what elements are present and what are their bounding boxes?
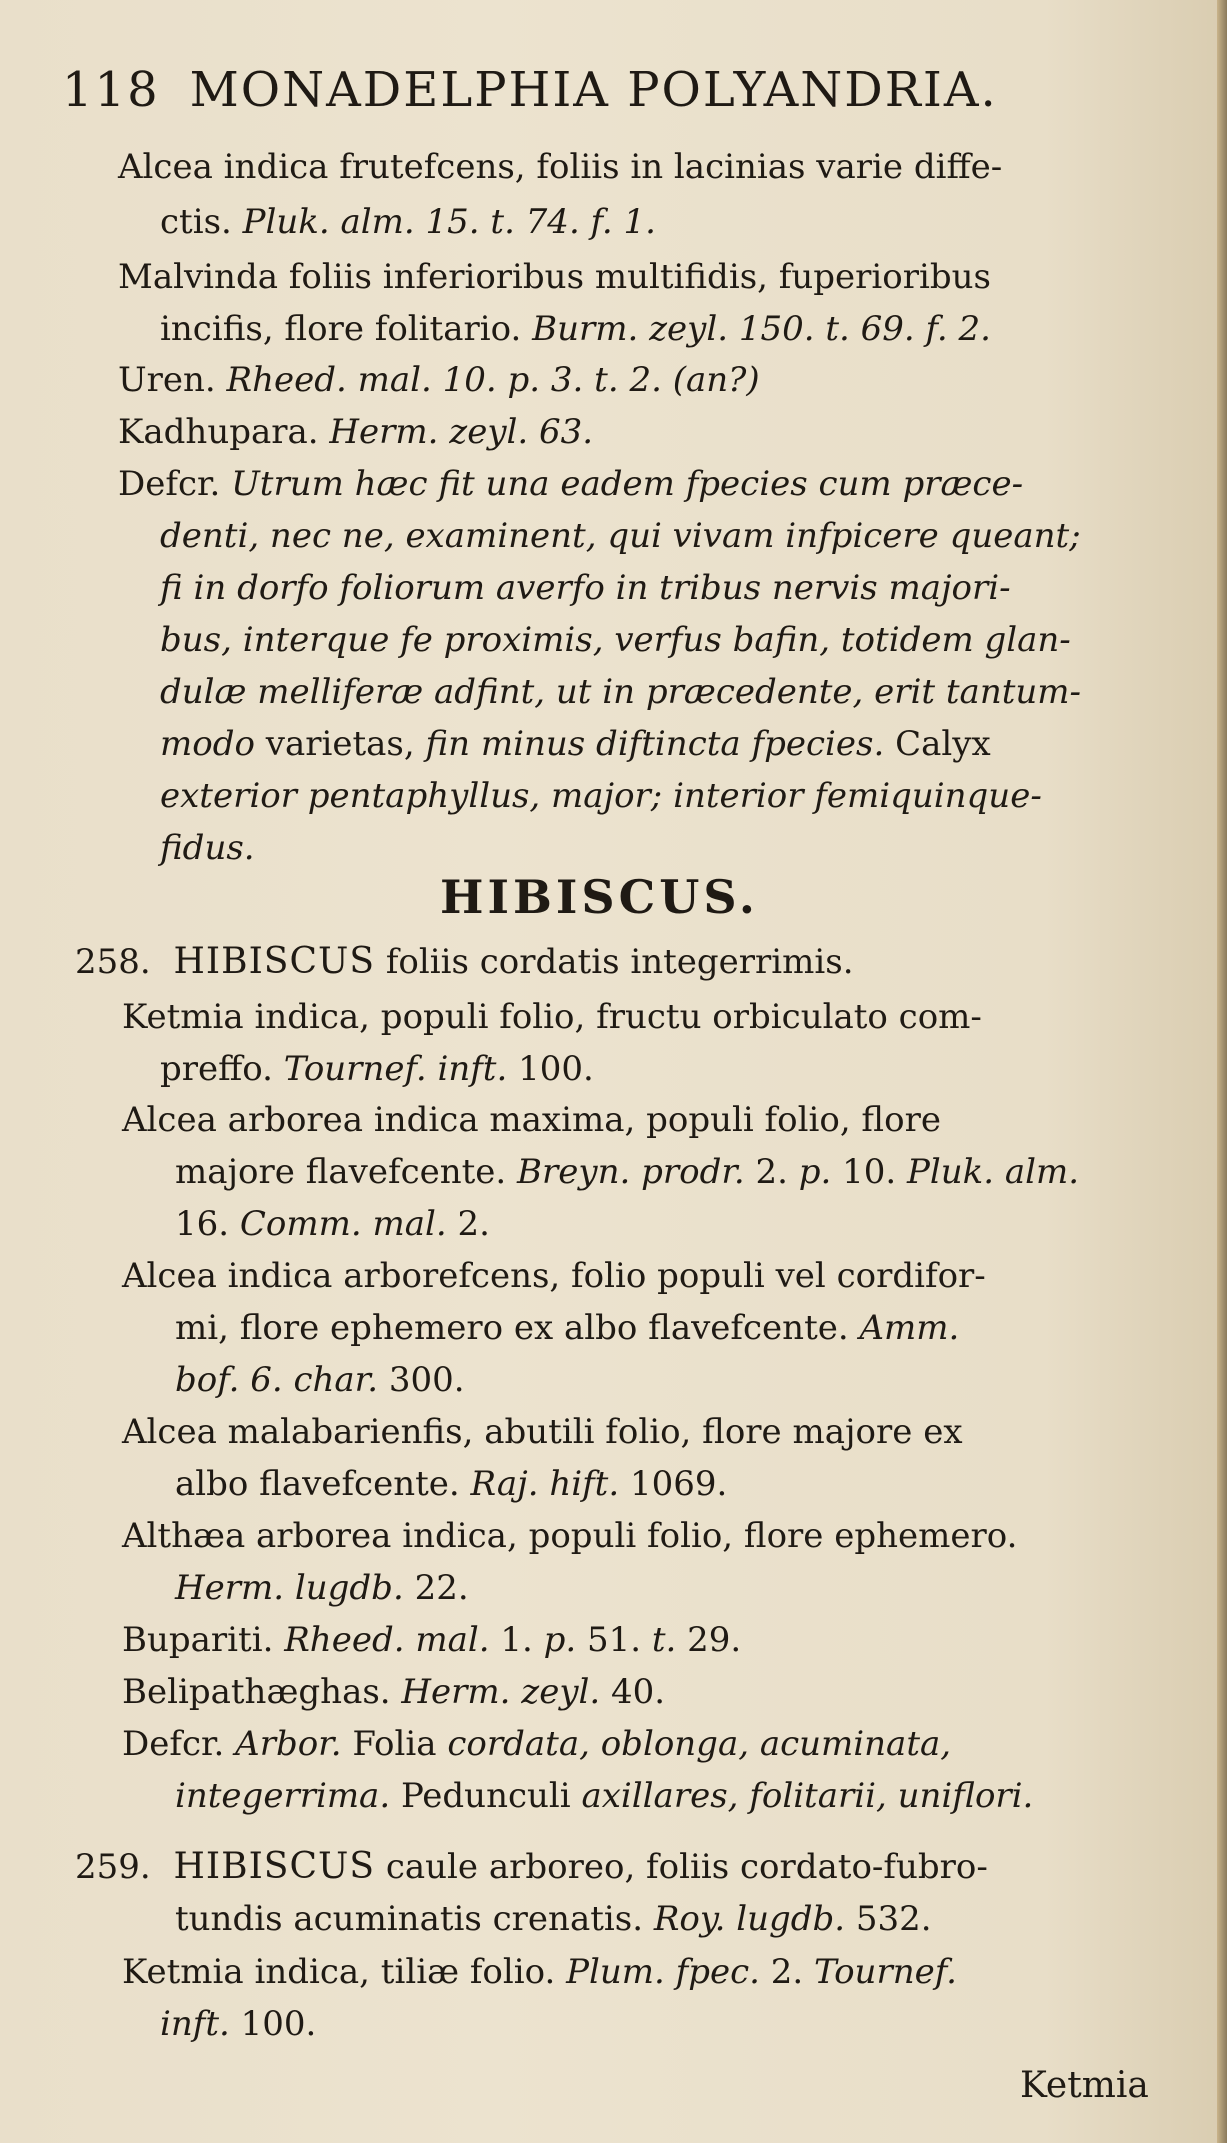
text-segment: Tournef. inft. — [283, 1049, 508, 1089]
text-segment: dulæ melliferæ adfint, ut in præcedente, erit tantum- — [160, 672, 1082, 712]
text-line — [160, 670, 1081, 714]
text-segment: 2. — [446, 1204, 490, 1244]
text-line — [160, 200, 656, 244]
text-line — [122, 1618, 741, 1662]
text-segment: incifis, flore folitario. — [160, 309, 533, 349]
text-line — [160, 774, 1042, 818]
text-line — [122, 995, 982, 1039]
text-segment: Pluk. alm. 15. t. 74. f. 1. — [242, 202, 656, 242]
running-header — [62, 62, 1162, 122]
text-segment: Ketmia indica, tiliæ folio. — [122, 1952, 567, 1992]
text-segment: Plum. fpec. — [566, 1952, 760, 1992]
text-segment: p. — [798, 1152, 832, 1192]
text-segment: majore flavefcente. — [175, 1152, 518, 1192]
text-line — [175, 1358, 465, 1402]
text-segment: Alcea arborea indica maxima, populi folio, flore — [122, 1100, 941, 1140]
text-segment: Althæa arborea indica, populi folio, flore ephemero. — [122, 1516, 1018, 1556]
text-segment: bus, interque fe proximis, verfus bafin, totidem glan- — [160, 620, 1071, 660]
text-segment: Pluk. alm. — [907, 1152, 1080, 1192]
text-segment: fidus. — [160, 828, 255, 868]
text-segment: 1069. — [619, 1464, 728, 1504]
text-segment: Burm. zeyl. 150. t. 69. f. 2. — [532, 309, 991, 349]
catchword: Ketmia — [1020, 2065, 1149, 2106]
genus-name: HIBISCUS — [173, 1846, 376, 1887]
text-line — [122, 1514, 1017, 1558]
text-segment: 22. — [403, 1568, 469, 1608]
text-segment: Kadhupara. — [118, 412, 330, 452]
text-line — [175, 1566, 469, 1610]
text-segment: 10. — [831, 1152, 908, 1192]
text-line — [160, 307, 991, 351]
text-segment: bof. 6. char. — [175, 1360, 379, 1400]
text-segment: 100. — [507, 1049, 594, 1089]
text-line — [75, 940, 854, 984]
text-segment: inft. — [160, 2004, 230, 2044]
species-number: 259. — [75, 1847, 162, 1887]
text-line — [160, 1047, 594, 1091]
text-segment: caule arboreo, foliis cordato-fubro- — [375, 1847, 988, 1887]
text-line — [175, 1202, 490, 1246]
text-line — [122, 1722, 951, 1766]
text-segment: preffo. — [160, 1049, 284, 1089]
text-segment: tundis acuminatis crenatis. — [175, 1899, 654, 1939]
genus-name: HIBISCUS — [173, 941, 376, 982]
text-segment: Alcea indica arborefcens, folio populi vel cordifor- — [122, 1256, 986, 1296]
text-segment: 100. — [229, 2004, 317, 2044]
text-segment: 51. — [576, 1620, 652, 1660]
text-segment: Roy. lugdb. — [653, 1899, 846, 1939]
text-line — [160, 722, 991, 766]
text-segment: Breyn. prodr. — [517, 1152, 745, 1192]
text-segment: Defcr. — [122, 1724, 236, 1764]
text-line — [175, 1150, 1079, 1194]
text-segment: Utrum hæc fit una eadem fpecies cum præce- — [231, 464, 1024, 504]
text-segment: Comm. mal. — [239, 1204, 447, 1244]
text-line — [122, 1254, 986, 1298]
text-segment: Alcea malabarienfis, abutili folio, flore majore ex — [122, 1412, 963, 1452]
text-segment: axillares, folitarii, uniflori. — [581, 1776, 1034, 1816]
text-segment: Calyx — [884, 724, 991, 764]
species-number: 258. — [75, 942, 162, 982]
text-line — [122, 1098, 941, 1142]
text-segment: ctis. — [160, 202, 243, 242]
text-segment: 532. — [845, 1899, 932, 1939]
text-segment: exterior pentaphyllus, major; interior femiquinque- — [160, 776, 1042, 816]
text-segment: Herm. zeyl. — [401, 1672, 601, 1712]
text-line — [122, 1410, 963, 1454]
text-line — [118, 358, 760, 402]
text-segment: 40. — [600, 1672, 666, 1712]
section-heading: HIBISCUS. — [440, 870, 759, 924]
text-segment: 2. — [744, 1152, 799, 1192]
text-segment: varietas, — [265, 724, 426, 764]
page-number: 118 — [62, 62, 160, 118]
text-line — [160, 514, 1081, 558]
text-segment: fi in dorfo foliorum averfo in tribus nervis majori- — [160, 568, 1011, 608]
text-segment: Herm. lugdb. — [175, 1568, 404, 1608]
text-segment: 300. — [378, 1360, 465, 1400]
text-segment: 1. — [489, 1620, 544, 1660]
text-line — [122, 1670, 665, 1714]
text-line — [160, 826, 255, 870]
text-line — [175, 1462, 727, 1506]
text-segment: Pedunculi — [390, 1776, 582, 1816]
text-line — [75, 1845, 988, 1889]
text-segment: Amm. — [859, 1308, 960, 1348]
text-line — [175, 1897, 932, 1941]
text-segment: Herm. zeyl. 63. — [329, 412, 594, 452]
text-segment: p. — [543, 1620, 577, 1660]
text-segment: modo — [160, 724, 266, 764]
text-segment: 29. — [676, 1620, 742, 1660]
text-segment: Defcr. — [118, 464, 232, 504]
text-line — [160, 566, 1011, 610]
text-line — [118, 255, 991, 299]
text-line — [160, 618, 1071, 662]
text-segment: Tournef. — [814, 1952, 957, 1992]
text-segment: Belipathæghas. — [122, 1672, 402, 1712]
text-line — [160, 2002, 316, 2046]
text-segment: mi, flore ephemero ex albo flavefcente. — [175, 1308, 860, 1348]
text-segment: Rheed. mal. — [284, 1620, 490, 1660]
text-line — [175, 1306, 959, 1350]
text-segment: Uren. — [118, 360, 227, 400]
text-segment: 2. — [759, 1952, 815, 1992]
text-segment: integerrima. — [175, 1776, 391, 1816]
text-segment: t. — [651, 1620, 677, 1660]
text-segment: denti, nec ne, examinent, qui vivam infpicere queant; — [160, 516, 1081, 556]
text-segment: albo flavefcente. — [175, 1464, 471, 1504]
text-line — [118, 462, 1023, 506]
text-segment: Rheed. mal. 10. p. 3. t. 2. (an?) — [226, 360, 760, 400]
text-segment: Malvinda foliis inferioribus multifidis, fuperioribus — [118, 257, 991, 297]
text-line — [122, 1950, 957, 1994]
text-segment: cordata, oblonga, acuminata, — [447, 1724, 952, 1764]
text-segment: fin minus diftincta fpecies. — [425, 724, 885, 764]
page-edge — [1217, 0, 1227, 2143]
header-title: MONADELPHIA POLYANDRIA. — [189, 62, 998, 118]
text-segment: 16. — [175, 1204, 240, 1244]
text-line — [175, 1774, 1033, 1818]
text-segment: Bupariti. — [122, 1620, 285, 1660]
text-segment: Raj. hift. — [470, 1464, 620, 1504]
text-line — [118, 410, 593, 454]
text-segment: foliis cordatis integerrimis. — [375, 942, 854, 982]
text-segment: Arbor. — [235, 1724, 342, 1764]
text-segment: Ketmia indica, populi folio, fructu orbiculato com- — [122, 997, 982, 1037]
text-segment: Alcea indica frutefcens, foliis in lacinias varie diffe- — [118, 147, 1003, 187]
text-line — [118, 145, 1002, 189]
text-segment: Folia — [341, 1724, 448, 1764]
